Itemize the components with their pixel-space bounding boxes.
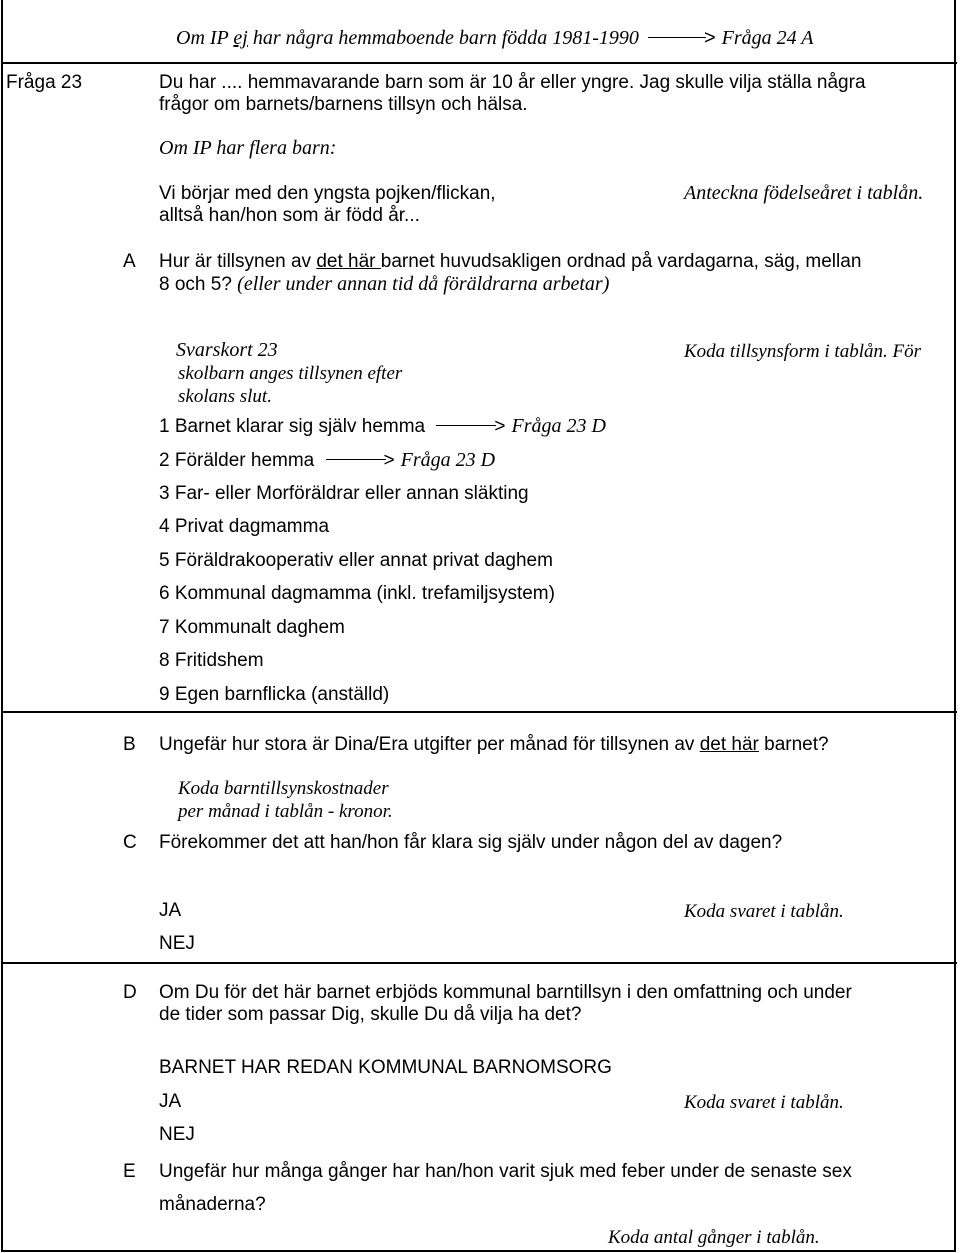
- intro-condition: [176, 27, 813, 50]
- section-a-letter: A: [123, 251, 136, 272]
- section-d-line1: Om Du för det här barnet erbjöds kommunal barntillsyn i den omfattning och under: [159, 982, 852, 1003]
- divider-after-a: [1, 711, 957, 713]
- option-2-text: 2 Förälder hemma: [159, 450, 315, 471]
- option-5: 5 Föräldrakooperativ eller annat privat daghem: [159, 550, 553, 571]
- section-d-no: NEJ: [159, 1124, 195, 1145]
- section-d-line2: de tider som passar Dig, skulle Du då vilja ha det?: [159, 1004, 582, 1025]
- section-e-note: Koda antal gånger i tablån.: [608, 1227, 820, 1248]
- arrow-head: >: [703, 27, 716, 49]
- card-note-line2: skolans slut.: [178, 386, 272, 407]
- code-note-a: Koda tillsynsform i tablån. För: [684, 341, 921, 362]
- question-intro-line2: frågor om barnets/barnens tillsyn och hälsa.: [159, 94, 528, 115]
- section-c-text: Förekommer det att han/hon får klara sig själv under någon del av dagen?: [159, 832, 783, 853]
- section-e-line1: Ungefär hur många gånger har han/hon varit sjuk med feber under de senaste sex: [159, 1161, 852, 1182]
- section-a-line1-suffix: barnet huvudsakligen ordnad på vardagarna, säg, mellan: [380, 251, 862, 272]
- start-line2: alltså han/hon som är född år...: [159, 205, 420, 226]
- section-c-note: Koda svaret i tablån.: [684, 901, 844, 922]
- intro-suffix: har några hemmaboende barn födda 1981-1990: [247, 27, 639, 49]
- section-b-text: [159, 733, 829, 756]
- section-b-suffix: barnet?: [758, 734, 829, 755]
- section-c-yes: JA: [159, 900, 182, 921]
- option-1: [159, 415, 606, 438]
- section-a-line2-prefix: 8 och 5?: [159, 274, 238, 295]
- arrow-line: [436, 425, 496, 426]
- option-2: [159, 449, 495, 472]
- question-number: Fråga 23: [6, 72, 83, 93]
- card-label: Svarskort 23: [176, 339, 278, 361]
- divider-top: [1, 62, 957, 64]
- option-4: 4 Privat dagmamma: [159, 516, 330, 537]
- many-children-note: Om IP har flera barn:: [159, 137, 337, 159]
- section-a-underlined: det här: [316, 251, 381, 272]
- option-8: 8 Fritidshem: [159, 650, 264, 671]
- intro-underlined: ej: [233, 27, 248, 49]
- intro-prefix: Om IP: [176, 27, 234, 49]
- card-note-line1: skolbarn anges tillsynen efter: [178, 363, 403, 384]
- section-a-line1-prefix: Hur är tillsynen av: [159, 251, 317, 272]
- section-b-underlined: det här: [699, 734, 759, 755]
- option-1-target: Fråga 23 D: [511, 415, 606, 437]
- section-a-line2-italic: (eller under annan tid då föräldrarna arbetar): [237, 273, 610, 295]
- section-d-already: BARNET HAR REDAN KOMMUNAL BARNOMSORG: [159, 1057, 612, 1078]
- option-3: 3 Far- eller Morföräldrar eller annan släkting: [159, 483, 529, 504]
- arrow-head: >: [494, 416, 506, 437]
- arrow-line: [648, 37, 706, 38]
- intro-target: Fråga 24 A: [721, 27, 814, 49]
- option-9: 9 Egen barnflicka (anställd): [159, 684, 390, 705]
- section-b-letter: B: [123, 734, 136, 755]
- section-d-note: Koda svaret i tablån.: [684, 1092, 844, 1113]
- section-b-note-line1: Koda barntillsynskostnader: [178, 778, 389, 799]
- option-1-text: 1 Barnet klarar sig själv hemma: [159, 416, 426, 437]
- arrow-line: [326, 459, 386, 460]
- arrow-head: >: [383, 450, 395, 471]
- section-e-line2: månaderna?: [159, 1194, 266, 1215]
- section-b-prefix: Ungefär hur stora är Dina/Era utgifter per månad för tillsynen av: [159, 734, 700, 755]
- divider-after-c: [1, 962, 957, 964]
- section-a-line1: [159, 250, 861, 273]
- option-7: 7 Kommunalt daghem: [159, 617, 345, 638]
- option-6: 6 Kommunal dagmamma (inkl. trefamiljsystem): [159, 583, 555, 604]
- option-2-target: Fråga 23 D: [400, 449, 496, 471]
- question-intro-line1: Du har .... hemmavarande barn som är 10 år eller yngre. Jag skulle vilja ställa några: [159, 72, 866, 93]
- start-line1: Vi börjar med den yngsta pojken/flickan,: [159, 183, 496, 204]
- section-d-letter: D: [123, 982, 137, 1003]
- section-e-letter: E: [123, 1161, 136, 1182]
- note-birthyear: Anteckna födelseåret i tablån.: [684, 182, 924, 204]
- section-c-no: NEJ: [159, 933, 195, 954]
- section-b-note-line2: per månad i tablån - kronor.: [178, 801, 393, 822]
- section-a-line2: [159, 273, 609, 296]
- section-d-yes: JA: [159, 1091, 182, 1112]
- section-c-letter: C: [123, 832, 137, 853]
